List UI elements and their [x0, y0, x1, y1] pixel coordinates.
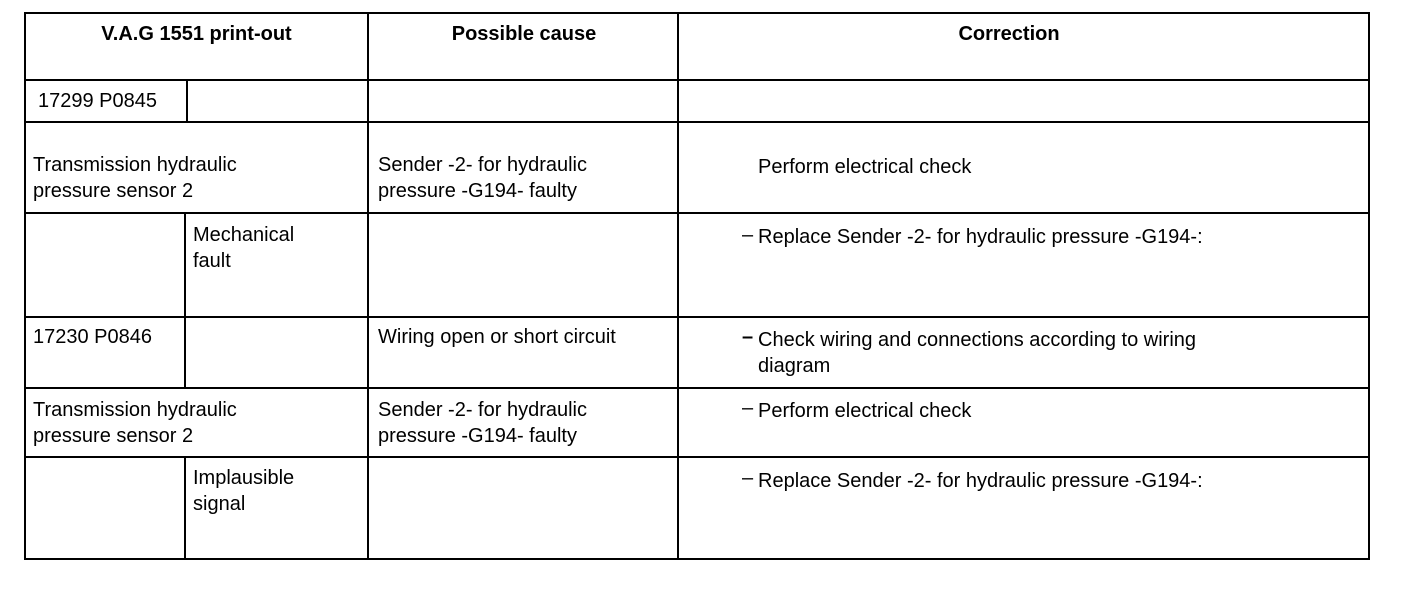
fault-code: 17230 P0846 [33, 326, 153, 348]
possible-cause: Wiring open or short circuit [378, 326, 616, 348]
row-divider [24, 79, 1370, 81]
possible-cause: Sender -2- for hydraulic pressure -G194- faulty [378, 399, 587, 447]
table-border-left [24, 12, 26, 560]
correction-text: Perform electrical check [758, 156, 972, 178]
subcolumn-divider [186, 79, 188, 121]
row-divider [24, 456, 1370, 458]
correction-text: Perform electrical check [758, 400, 972, 422]
fault-type: Implausible signal [193, 467, 295, 515]
subcolumn-divider [184, 456, 186, 560]
possible-cause: Sender -2- for hydraulic pressure -G194- faulty [378, 154, 587, 202]
bullet-dash: – [742, 326, 754, 348]
component-name: Transmission hydraulic pressure sensor 2 [33, 154, 237, 202]
bullet-dash: – [742, 397, 754, 419]
component-name: Transmission hydraulic pressure sensor 2 [33, 399, 237, 447]
correction-text: Replace Sender -2- for hydraulic pressure -G194-: [758, 470, 1203, 492]
fault-code: 17299 P0845 [38, 90, 158, 112]
correction-text: Check wiring and connections according to wiring diagram [758, 329, 1197, 377]
row-divider [24, 212, 1370, 214]
table-border-top [24, 12, 1370, 14]
column-divider [367, 12, 369, 560]
subcolumn-divider [184, 212, 186, 387]
correction-text: Replace Sender -2- for hydraulic pressure -G194-: [758, 226, 1203, 248]
fault-table [24, 12, 1370, 560]
table-border-right [1368, 12, 1370, 560]
bullet-dash: – [742, 467, 754, 489]
header-correction: Correction [958, 23, 1060, 45]
column-divider [677, 12, 679, 560]
row-divider [24, 387, 1370, 389]
fault-type: Mechanical fault [193, 224, 295, 272]
header-possible-cause: Possible cause [451, 23, 597, 45]
row-divider [24, 121, 1370, 123]
table-border-bottom [24, 558, 1370, 560]
row-divider [24, 316, 1370, 318]
bullet-dash: – [742, 224, 754, 246]
header-print-out: V.A.G 1551 print-out [101, 23, 292, 45]
